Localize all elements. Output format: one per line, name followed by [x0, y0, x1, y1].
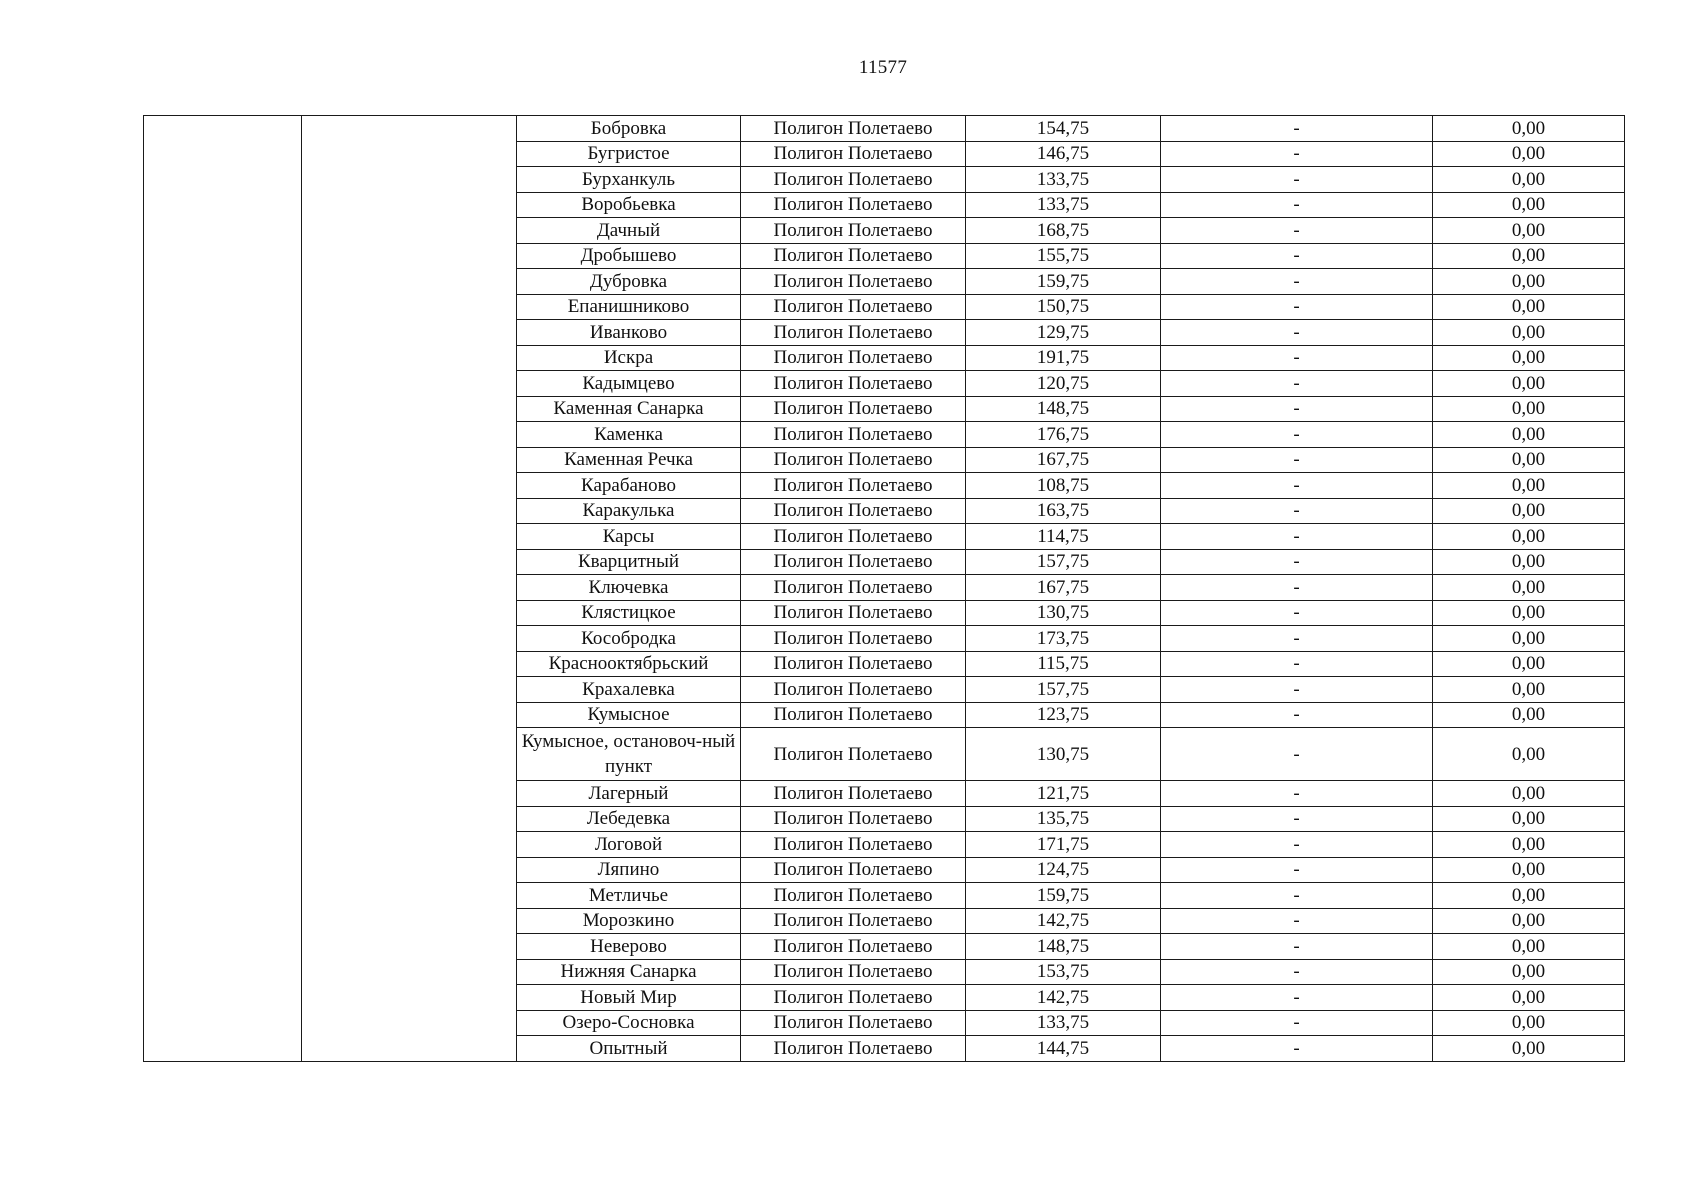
dash-cell: -: [1161, 934, 1433, 960]
destination-cell: Полигон Полетаево: [741, 320, 966, 346]
settlement-cell: Искра: [517, 345, 741, 371]
value-cell: 0,00: [1433, 320, 1625, 346]
dash-cell: -: [1161, 806, 1433, 832]
destination-cell: Полигон Полетаево: [741, 702, 966, 728]
value-cell: 0,00: [1433, 447, 1625, 473]
distance-cell: 157,75: [966, 549, 1161, 575]
settlement-cell: Кумысное: [517, 702, 741, 728]
destination-cell: Полигон Полетаево: [741, 575, 966, 601]
dash-cell: -: [1161, 524, 1433, 550]
distance-cell: 108,75: [966, 473, 1161, 499]
value-cell: 0,00: [1433, 269, 1625, 295]
destination-cell: Полигон Полетаево: [741, 396, 966, 422]
dash-cell: -: [1161, 908, 1433, 934]
distance-cell: 168,75: [966, 218, 1161, 244]
distance-cell: 114,75: [966, 524, 1161, 550]
dash-cell: -: [1161, 473, 1433, 499]
settlement-cell: Бугристое: [517, 141, 741, 167]
distance-cell: 146,75: [966, 141, 1161, 167]
destination-cell: Полигон Полетаево: [741, 600, 966, 626]
dash-cell: -: [1161, 1010, 1433, 1036]
value-cell: 0,00: [1433, 806, 1625, 832]
settlement-cell: Бобровка: [517, 116, 741, 142]
value-cell: 0,00: [1433, 626, 1625, 652]
settlement-cell: Нижняя Санарка: [517, 959, 741, 985]
destination-cell: Полигон Полетаево: [741, 422, 966, 448]
distance-cell: 176,75: [966, 422, 1161, 448]
value-cell: 0,00: [1433, 600, 1625, 626]
destination-cell: Полигон Полетаево: [741, 959, 966, 985]
destination-cell: Полигон Полетаево: [741, 371, 966, 397]
distance-cell: 150,75: [966, 294, 1161, 320]
value-cell: 0,00: [1433, 116, 1625, 142]
settlement-cell: Кособродка: [517, 626, 741, 652]
settlement-cell: Карсы: [517, 524, 741, 550]
dash-cell: -: [1161, 320, 1433, 346]
value-cell: 0,00: [1433, 702, 1625, 728]
distance-cell: 171,75: [966, 832, 1161, 858]
value-cell: 0,00: [1433, 294, 1625, 320]
distance-cell: 167,75: [966, 575, 1161, 601]
dash-cell: -: [1161, 677, 1433, 703]
value-cell: 0,00: [1433, 651, 1625, 677]
distance-cell: 154,75: [966, 116, 1161, 142]
destination-cell: Полигон Полетаево: [741, 345, 966, 371]
dash-cell: -: [1161, 626, 1433, 652]
dash-cell: -: [1161, 371, 1433, 397]
dash-cell: -: [1161, 422, 1433, 448]
value-cell: 0,00: [1433, 934, 1625, 960]
destination-cell: Полигон Полетаево: [741, 1036, 966, 1062]
value-cell: 0,00: [1433, 396, 1625, 422]
distance-cell: 124,75: [966, 857, 1161, 883]
destination-cell: Полигон Полетаево: [741, 294, 966, 320]
settlement-cell: Каменка: [517, 422, 741, 448]
page-number: 11577: [858, 57, 908, 78]
distance-cell: 120,75: [966, 371, 1161, 397]
destination-cell: Полигон Полетаево: [741, 832, 966, 858]
blank-cell-number: [144, 116, 302, 1062]
value-cell: 0,00: [1433, 345, 1625, 371]
settlement-cell: Бурханкуль: [517, 167, 741, 193]
distance-cell: 167,75: [966, 447, 1161, 473]
settlement-cell: Морозкино: [517, 908, 741, 934]
dash-cell: -: [1161, 985, 1433, 1011]
value-cell: 0,00: [1433, 192, 1625, 218]
distance-cell: 142,75: [966, 908, 1161, 934]
distance-cell: 173,75: [966, 626, 1161, 652]
settlement-cell: Неверово: [517, 934, 741, 960]
settlement-cell: Ляпино: [517, 857, 741, 883]
distance-cell: 130,75: [966, 728, 1161, 781]
settlement-cell: Опытный: [517, 1036, 741, 1062]
destination-cell: Полигон Полетаево: [741, 192, 966, 218]
dash-cell: -: [1161, 832, 1433, 858]
distance-cell: 123,75: [966, 702, 1161, 728]
distance-cell: 133,75: [966, 1010, 1161, 1036]
dash-cell: -: [1161, 498, 1433, 524]
destination-cell: Полигон Полетаево: [741, 447, 966, 473]
data-table: [143, 115, 1625, 1062]
value-cell: 0,00: [1433, 985, 1625, 1011]
value-cell: 0,00: [1433, 498, 1625, 524]
settlement-cell: Кадымцево: [517, 371, 741, 397]
dash-cell: -: [1161, 141, 1433, 167]
dash-cell: -: [1161, 575, 1433, 601]
destination-cell: Полигон Полетаево: [741, 883, 966, 909]
dash-cell: -: [1161, 294, 1433, 320]
value-cell: 0,00: [1433, 218, 1625, 244]
value-cell: 0,00: [1433, 781, 1625, 807]
distance-cell: 115,75: [966, 651, 1161, 677]
dash-cell: -: [1161, 857, 1433, 883]
dash-cell: -: [1161, 549, 1433, 575]
destination-cell: Полигон Полетаево: [741, 908, 966, 934]
value-cell: 0,00: [1433, 857, 1625, 883]
destination-cell: Полигон Полетаево: [741, 626, 966, 652]
destination-cell: Полигон Полетаево: [741, 218, 966, 244]
destination-cell: Полигон Полетаево: [741, 243, 966, 269]
destination-cell: Полигон Полетаево: [741, 549, 966, 575]
dash-cell: -: [1161, 192, 1433, 218]
value-cell: 0,00: [1433, 575, 1625, 601]
dash-cell: -: [1161, 959, 1433, 985]
blank-cell-municipality: [302, 116, 517, 1062]
distance-cell: 142,75: [966, 985, 1161, 1011]
settlement-cell: Лагерный: [517, 781, 741, 807]
destination-cell: Полигон Полетаево: [741, 857, 966, 883]
settlement-cell: Каменная Санарка: [517, 396, 741, 422]
value-cell: 0,00: [1433, 371, 1625, 397]
distance-cell: 163,75: [966, 498, 1161, 524]
destination-cell: Полигон Полетаево: [741, 651, 966, 677]
distance-cell: 148,75: [966, 396, 1161, 422]
destination-cell: Полигон Полетаево: [741, 806, 966, 832]
value-cell: 0,00: [1433, 549, 1625, 575]
settlement-cell: Кумысное, остановоч-ный пункт: [517, 728, 741, 781]
settlement-cell: Ключевка: [517, 575, 741, 601]
destination-cell: Полигон Полетаево: [741, 728, 966, 781]
settlement-cell: Епанишниково: [517, 294, 741, 320]
value-cell: 0,00: [1433, 908, 1625, 934]
dash-cell: -: [1161, 167, 1433, 193]
distance-cell: 148,75: [966, 934, 1161, 960]
value-cell: 0,00: [1433, 677, 1625, 703]
settlement-cell: Метличье: [517, 883, 741, 909]
dash-cell: -: [1161, 447, 1433, 473]
value-cell: 0,00: [1433, 1036, 1625, 1062]
distance-cell: 153,75: [966, 959, 1161, 985]
destination-cell: Полигон Полетаево: [741, 498, 966, 524]
destination-cell: Полигон Полетаево: [741, 677, 966, 703]
dash-cell: -: [1161, 116, 1433, 142]
destination-cell: Полигон Полетаево: [741, 167, 966, 193]
settlement-cell: Дачный: [517, 218, 741, 244]
dash-cell: -: [1161, 396, 1433, 422]
settlement-cell: Лебедевка: [517, 806, 741, 832]
destination-cell: Полигон Полетаево: [741, 985, 966, 1011]
settlement-cell: Воробьевка: [517, 192, 741, 218]
destination-cell: Полигон Полетаево: [741, 1010, 966, 1036]
settlement-cell: Каракулька: [517, 498, 741, 524]
value-cell: 0,00: [1433, 959, 1625, 985]
dash-cell: -: [1161, 728, 1433, 781]
destination-cell: Полигон Полетаево: [741, 524, 966, 550]
value-cell: 0,00: [1433, 243, 1625, 269]
distance-cell: 157,75: [966, 677, 1161, 703]
dash-cell: -: [1161, 600, 1433, 626]
destination-cell: Полигон Полетаево: [741, 269, 966, 295]
distance-cell: 159,75: [966, 269, 1161, 295]
value-cell: 0,00: [1433, 1010, 1625, 1036]
settlement-cell: Краснооктябрьский: [517, 651, 741, 677]
value-cell: 0,00: [1433, 422, 1625, 448]
distance-cell: 133,75: [966, 192, 1161, 218]
settlement-cell: Новый Мир: [517, 985, 741, 1011]
settlement-cell: Клястицкое: [517, 600, 741, 626]
distance-cell: 130,75: [966, 600, 1161, 626]
destination-cell: Полигон Полетаево: [741, 141, 966, 167]
dash-cell: -: [1161, 702, 1433, 728]
distance-cell: 144,75: [966, 1036, 1161, 1062]
dash-cell: -: [1161, 651, 1433, 677]
settlement-cell: Озеро-Сосновка: [517, 1010, 741, 1036]
dash-cell: -: [1161, 781, 1433, 807]
value-cell: 0,00: [1433, 141, 1625, 167]
dash-cell: -: [1161, 883, 1433, 909]
value-cell: 0,00: [1433, 524, 1625, 550]
value-cell: 0,00: [1433, 167, 1625, 193]
table-body: [144, 116, 1625, 1062]
distance-cell: 159,75: [966, 883, 1161, 909]
destination-cell: Полигон Полетаево: [741, 116, 966, 142]
value-cell: 0,00: [1433, 883, 1625, 909]
distance-cell: 121,75: [966, 781, 1161, 807]
dash-cell: -: [1161, 269, 1433, 295]
value-cell: 0,00: [1433, 728, 1625, 781]
settlement-cell: Кварцитный: [517, 549, 741, 575]
settlement-cell: Каменная Речка: [517, 447, 741, 473]
dash-cell: -: [1161, 218, 1433, 244]
table-row: [144, 116, 1625, 142]
distance-cell: 191,75: [966, 345, 1161, 371]
dash-cell: -: [1161, 1036, 1433, 1062]
dash-cell: -: [1161, 243, 1433, 269]
settlement-cell: Крахалевка: [517, 677, 741, 703]
value-cell: 0,00: [1433, 473, 1625, 499]
destination-cell: Полигон Полетаево: [741, 473, 966, 499]
distance-cell: 129,75: [966, 320, 1161, 346]
settlement-cell: Иванково: [517, 320, 741, 346]
distance-cell: 155,75: [966, 243, 1161, 269]
settlement-cell: Дубровка: [517, 269, 741, 295]
dash-cell: -: [1161, 345, 1433, 371]
distance-cell: 133,75: [966, 167, 1161, 193]
settlement-cell: Карабаново: [517, 473, 741, 499]
value-cell: 0,00: [1433, 832, 1625, 858]
distance-cell: 135,75: [966, 806, 1161, 832]
settlement-cell: Дробышево: [517, 243, 741, 269]
destination-cell: Полигон Полетаево: [741, 934, 966, 960]
settlement-cell: Логовой: [517, 832, 741, 858]
destination-cell: Полигон Полетаево: [741, 781, 966, 807]
